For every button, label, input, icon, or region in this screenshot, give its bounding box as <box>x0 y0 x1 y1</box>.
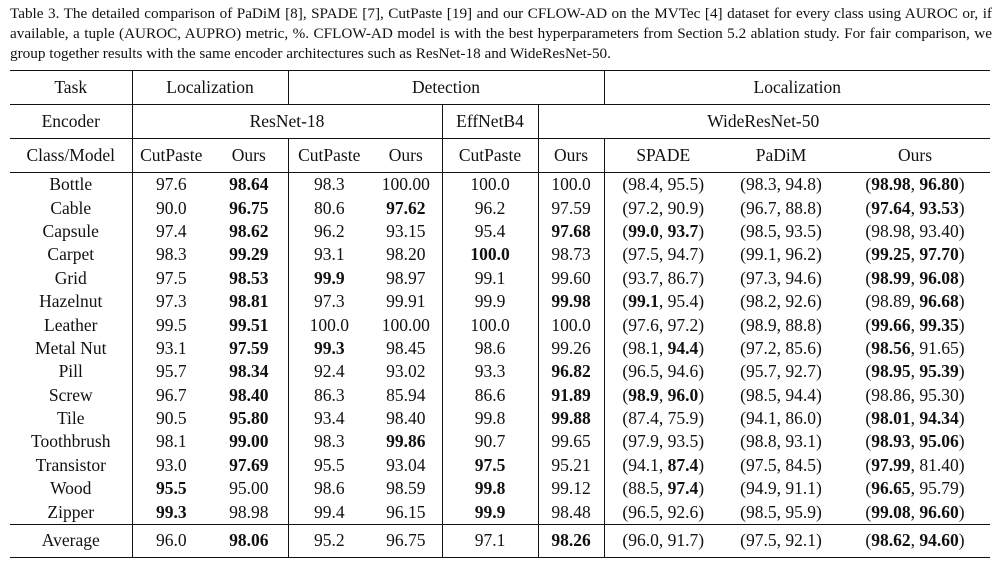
table-cell: 97.68 <box>538 220 604 243</box>
class-name: Hazelnut <box>10 290 132 313</box>
class-name: Transistor <box>10 454 132 477</box>
class-name: Cable <box>10 196 132 219</box>
average-row <box>10 524 990 557</box>
table-row <box>10 313 990 336</box>
table-cell: (88.5, 97.4) <box>622 478 705 499</box>
table-cell: 97.59 <box>210 337 288 360</box>
table-cell: (98.5, 94.4) <box>740 384 822 405</box>
table-cell: 98.6 <box>442 337 538 360</box>
table-cell: 95.2 <box>288 524 370 557</box>
class-name: Bottle <box>10 173 132 197</box>
table-cell: (98.93, 95.06) <box>865 431 965 452</box>
table-cell: (97.99, 81.40) <box>865 454 965 475</box>
table-cell: (97.64, 93.53) <box>865 197 965 218</box>
table-body <box>10 173 990 525</box>
table-cell: (94.1, 86.0) <box>740 408 822 429</box>
model-label: Class/Model <box>10 139 132 173</box>
table-cell: 95.5 <box>313 454 345 475</box>
table-cell: (98.2, 92.6) <box>740 291 822 312</box>
table-cell: 96.75 <box>210 196 288 219</box>
table-cell: (96.5, 94.6) <box>622 361 705 382</box>
table-cell: 98.6 <box>313 478 345 499</box>
table-cell: (98.98, 93.40) <box>865 220 965 241</box>
class-name: Carpet <box>10 243 132 266</box>
table-cell: 95.4 <box>442 220 538 243</box>
table-cell: (98.5, 93.5) <box>740 220 822 241</box>
table-cell: 99.3 <box>155 501 187 522</box>
table-cell: (93.7, 86.7) <box>622 267 705 288</box>
table-cell: 97.4 <box>155 220 187 241</box>
average-label: Average <box>10 524 132 557</box>
table-cell: (98.99, 96.08) <box>865 267 965 288</box>
model-header: Ours <box>538 139 604 173</box>
table-cell: 98.62 <box>210 220 288 243</box>
model-header: Ours <box>210 139 288 173</box>
table-cell: (97.2, 90.9) <box>622 197 705 218</box>
table-cell: 98.3 <box>155 244 187 265</box>
table-cell: 99.00 <box>210 430 288 453</box>
table-cell: 86.6 <box>442 384 538 407</box>
table-cell: 97.1 <box>442 524 538 557</box>
class-name: Screw <box>10 384 132 407</box>
table-cell: 97.5 <box>155 267 187 288</box>
task-group-detection: Detection <box>288 71 604 105</box>
table-cell: 100.0 <box>442 313 538 336</box>
table-row <box>10 220 990 243</box>
encoder-wideresnet50: WideResNet-50 <box>538 105 990 139</box>
table-cell: 98.34 <box>210 360 288 383</box>
model-header: Ours <box>370 139 442 173</box>
table-cell: (98.8, 93.1) <box>740 431 822 452</box>
table-cell: 96.2 <box>313 220 345 241</box>
encoder-resnet18: ResNet-18 <box>132 105 442 139</box>
table-cell: 99.1 <box>442 267 538 290</box>
table-cell: 100.00 <box>370 313 442 336</box>
table-cell: 99.5 <box>155 314 187 335</box>
table-cell: (99.1, 96.2) <box>740 244 822 265</box>
table-cell: 91.89 <box>538 384 604 407</box>
task-label: Task <box>10 71 132 105</box>
table-cell: (97.3, 94.6) <box>740 267 822 288</box>
encoder-effnetb4: EffNetB4 <box>442 105 538 139</box>
table-cell: 97.3 <box>155 291 187 312</box>
model-header: SPADE <box>604 139 722 173</box>
table-row <box>10 196 990 219</box>
table-cell: 95.80 <box>210 407 288 430</box>
table-cell: 99.65 <box>538 430 604 453</box>
table-cell: 99.9 <box>313 267 345 288</box>
table-row <box>10 407 990 430</box>
table-cell: (98.56, 91.65) <box>865 337 965 358</box>
table-cell: (98.1, 94.4) <box>622 337 705 358</box>
model-header: PaDiM <box>722 139 840 173</box>
table-row <box>10 360 990 383</box>
table-cell: 99.86 <box>370 430 442 453</box>
table-cell: 99.88 <box>538 407 604 430</box>
table-cell: 98.73 <box>538 243 604 266</box>
table-cell: 93.4 <box>313 408 345 429</box>
table-cell: 99.4 <box>313 501 345 522</box>
model-header: CutPaste <box>288 139 370 173</box>
table-cell: (96.5, 92.6) <box>622 501 705 522</box>
table-cell: 92.4 <box>313 361 345 382</box>
table-cell: 93.15 <box>370 220 442 243</box>
table-cell: 93.0 <box>155 454 187 475</box>
table-cell: 98.3 <box>313 174 345 195</box>
table-cell: 99.26 <box>538 337 604 360</box>
class-name: Capsule <box>10 220 132 243</box>
table-cell: 96.7 <box>155 384 187 405</box>
table-row <box>10 384 990 407</box>
table-cell: (98.89, 96.68) <box>865 291 965 312</box>
table-cell: (97.2, 85.6) <box>740 337 822 358</box>
table-cell: 99.8 <box>442 407 538 430</box>
table-cell: (97.5, 84.5) <box>740 454 822 475</box>
table-cell: (98.5, 95.9) <box>740 501 822 522</box>
table-cell: 95.21 <box>538 454 604 477</box>
table-cell: 98.53 <box>210 267 288 290</box>
table-cell: 95.5 <box>155 478 187 499</box>
class-name: Pill <box>10 360 132 383</box>
table-row <box>10 337 990 360</box>
table-row <box>10 477 990 500</box>
table-cell: (99.1, 95.4) <box>622 291 705 312</box>
table-cell: 96.0 <box>132 524 210 557</box>
table-cell: (98.3, 94.8) <box>740 174 822 195</box>
encoder-label: Encoder <box>10 105 132 139</box>
table-cell: 99.9 <box>442 500 538 524</box>
class-name: Zipper <box>10 500 132 524</box>
caption-text: Table 3. The detailed comparison of PaDiM [8], SPADE [7], CutPaste [19] and our CFLOW-AD on the MVTec [4] dataset for every class using AUROC or, if available, a tuple (AUROC, AUPRO) metric, %. CFLOW-AD model is with the best hyperparameters from Section 5.2 ablation study. For fair comparison, we group together results with the same encoder architectures such as ResNet-18 and WideResNet-50. <box>10 5 992 62</box>
table-cell: (98.9, 88.8) <box>740 314 822 335</box>
table-cell: (97.6, 97.2) <box>622 314 705 335</box>
table-cell: 100.0 <box>309 314 349 335</box>
table-cell: 90.5 <box>155 408 187 429</box>
table-cell: (98.62, 94.60) <box>840 524 990 557</box>
table-cell: 100.0 <box>442 243 538 266</box>
table-cell: 98.26 <box>538 524 604 557</box>
table-cell: 93.1 <box>155 337 187 358</box>
table-cell: 80.6 <box>313 197 345 218</box>
table-cell: 97.3 <box>313 291 345 312</box>
table-cell: 98.06 <box>210 524 288 557</box>
table-cell: 99.98 <box>538 290 604 313</box>
table-cell: 93.04 <box>370 454 442 477</box>
task-group-localization-2: Localization <box>753 77 841 97</box>
table-cell: (98.98, 96.80) <box>865 174 965 195</box>
table-cell: 98.97 <box>370 267 442 290</box>
table-cell: 97.59 <box>538 196 604 219</box>
table-cell: 99.60 <box>538 267 604 290</box>
table-row <box>10 430 990 453</box>
class-name: Tile <box>10 407 132 430</box>
table-cell: 90.7 <box>442 430 538 453</box>
table-cell: 98.40 <box>210 384 288 407</box>
table-cell: (97.5, 92.1) <box>722 524 840 557</box>
class-name: Metal Nut <box>10 337 132 360</box>
table-cell: 99.91 <box>370 290 442 313</box>
table-cell: (95.7, 92.7) <box>740 361 822 382</box>
table-cell: 98.59 <box>370 477 442 500</box>
table-caption <box>10 4 992 64</box>
table-cell: 98.20 <box>370 243 442 266</box>
table-row <box>10 267 990 290</box>
table-cell: 86.3 <box>313 384 345 405</box>
table-cell: 95.00 <box>210 477 288 500</box>
table-cell: (97.9, 93.5) <box>622 431 705 452</box>
table-row <box>10 290 990 313</box>
task-group-localization-1: Localization <box>132 71 288 105</box>
table-cell: (96.0, 91.7) <box>604 524 722 557</box>
table-cell: (99.0, 93.7) <box>622 220 705 241</box>
encoder-header-row <box>10 105 990 139</box>
class-name: Wood <box>10 477 132 500</box>
table-cell: (99.08, 96.60) <box>865 501 965 522</box>
table-cell: 97.6 <box>155 174 187 195</box>
table-cell: 99.3 <box>313 337 345 358</box>
table-cell: 99.8 <box>442 477 538 500</box>
table-row <box>10 243 990 266</box>
table-cell: 100.00 <box>370 173 442 197</box>
table-cell: 100.0 <box>538 313 604 336</box>
table-cell: (96.65, 95.79) <box>865 478 965 499</box>
table-cell: (94.9, 91.1) <box>740 478 822 499</box>
table-cell: 98.48 <box>538 500 604 524</box>
table-cell: (97.5, 94.7) <box>622 244 705 265</box>
table-cell: 100.0 <box>538 173 604 197</box>
model-header: CutPaste <box>442 139 538 173</box>
table-cell: 98.40 <box>370 407 442 430</box>
table-cell: 98.3 <box>313 431 345 452</box>
table-cell: (98.95, 95.39) <box>865 361 965 382</box>
table-cell: (96.7, 88.8) <box>740 197 822 218</box>
table-cell: 98.98 <box>210 500 288 524</box>
table-cell: 95.7 <box>155 361 187 382</box>
table-cell: 97.5 <box>442 454 538 477</box>
table-cell: 85.94 <box>370 384 442 407</box>
table-cell: (94.1, 87.4) <box>622 454 705 475</box>
table-cell: 96.75 <box>370 524 442 557</box>
table-cell: (98.4, 95.5) <box>622 174 705 195</box>
class-name: Leather <box>10 313 132 336</box>
table-cell: (98.9, 96.0) <box>622 384 705 405</box>
table-cell: 96.2 <box>442 196 538 219</box>
table-cell: 93.1 <box>313 244 345 265</box>
table-cell: 98.1 <box>155 431 187 452</box>
table-cell: (99.66, 99.35) <box>865 314 965 335</box>
task-header-row <box>10 71 990 105</box>
table-cell: 97.62 <box>370 196 442 219</box>
table-cell: (99.25, 97.70) <box>865 244 965 265</box>
table-cell: 90.0 <box>155 197 187 218</box>
table-cell: 99.29 <box>210 243 288 266</box>
table-cell: 96.15 <box>370 500 442 524</box>
table-cell: 100.0 <box>442 173 538 197</box>
model-header-row <box>10 139 990 173</box>
table-cell: 99.12 <box>538 477 604 500</box>
table-cell: (87.4, 75.9) <box>622 408 705 429</box>
table-cell: (98.86, 95.30) <box>865 384 965 405</box>
table-cell: 99.51 <box>210 313 288 336</box>
table-cell: 97.69 <box>210 454 288 477</box>
table-cell: 98.45 <box>370 337 442 360</box>
table-row <box>10 454 990 477</box>
table-row <box>10 173 990 197</box>
table-cell: 99.9 <box>442 290 538 313</box>
model-header: CutPaste <box>132 139 210 173</box>
model-header: Ours <box>840 139 990 173</box>
table-row <box>10 500 990 524</box>
table-cell: 98.81 <box>210 290 288 313</box>
table-cell: 96.82 <box>538 360 604 383</box>
table-cell: 98.64 <box>210 173 288 197</box>
class-name: Toothbrush <box>10 430 132 453</box>
results-table <box>10 70 990 558</box>
table-cell: 93.3 <box>442 360 538 383</box>
class-name: Grid <box>10 267 132 290</box>
table-cell: 93.02 <box>370 360 442 383</box>
table-cell: (98.01, 94.34) <box>865 408 965 429</box>
